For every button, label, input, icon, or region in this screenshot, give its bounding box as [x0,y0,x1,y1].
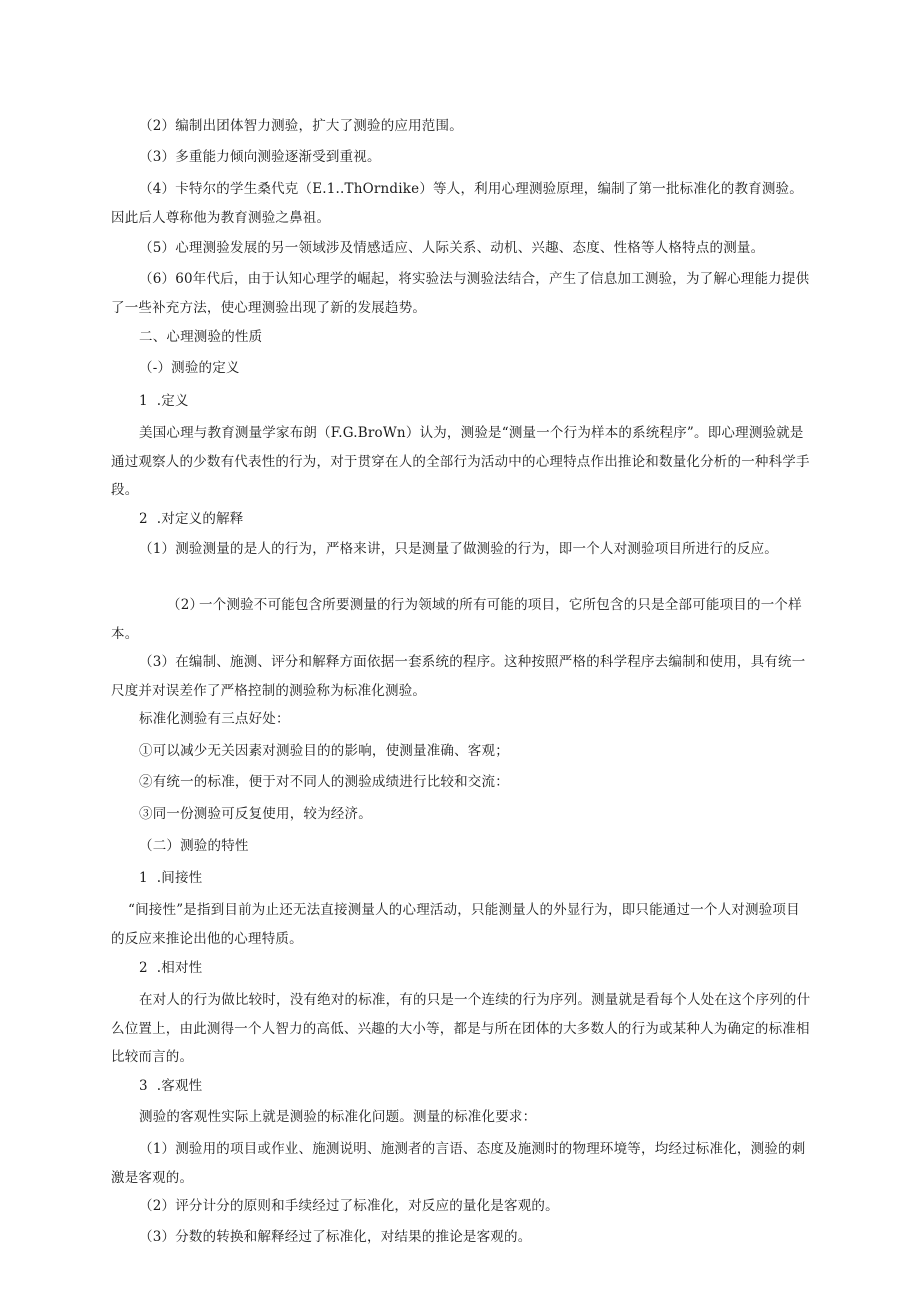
item-heading-definition: 1 .定义 [139,393,189,409]
paragraph-objective-2: （2）评分计分的原则和手续经过了标准化，对反应的量化是客观的。 [139,1198,559,1214]
paragraph-objective-intro: 测验的客观性实际上就是测验的标准化问题。测量的标准化要求： [139,1109,537,1125]
item-heading-indirect: 1 .间接性 [139,870,203,886]
paragraph-brown-definition: 美国心理与教育测量学家布朗（F.G.BroWn）认为，测验是“测量一个行为样本的系统程序”。即心理测验就是通过观察人的少数有代表性的行为，对于贯穿在人的全部行为活动中的心理特点作出推论和数量化分析的一种科学手段。 [111,425,810,498]
paragraph-multi-aptitude: （3）多重能力倾向测验逐渐受到重视。 [139,149,381,165]
paragraph-group-test: （2）编制出团体智力测验，扩大了测验的应用范围。 [139,118,463,134]
paragraph-cognitive: （6）60年代后，由于认知心理学的崛起，将实验法与测验法结合，产生了信息加工测验，为了解心理能力提供了一些补充方法，使心理测验出现了新的发展趋势。 [111,271,810,316]
benefit-item-1: ①可以减少无关因素对测验目的的影响，使测量准确、客观； [139,743,509,759]
subsection-heading-characteristics: （二）测验的特性 [139,838,249,854]
paragraph-objective-3: （3）分数的转换和解释经过了标准化，对结果的推论是客观的。 [139,1229,532,1245]
benefit-item-2: ②有统一的标准，便于对不同人的测验成绩进行比较和交流： [139,774,509,790]
paragraph-indirect: “间接性”是指到目前为止还无法直接测量人的心理活动，只能测量人的外显行为，即只能通过一个人对测验项目的反应来推论出他的心理特质。 [111,902,800,947]
paragraph-explanation-1: （1）测验测量的是人的行为，严格来讲，只是测量了做测验的行为，即一个人对测验项目所进行的反应。 [139,541,778,557]
item-heading-explanation: 2 .对定义的解释 [139,511,244,527]
section-heading-nature: 二、心理测验的性质 [139,329,263,345]
paragraph-standardized-benefits: 标准化测验有三点好处： [139,711,290,727]
paragraph-explanation-3: （3）在编制、施测、评分和解释方面依据一套系统的程序。这种按照严格的科学程序去编制和使用，具有统一尺度并对误差作了严格控制的测验称为标准化测验。 [111,654,806,699]
benefit-item-3: ③同一份测验可反复使用，较为经济。 [139,806,372,822]
paragraph-personality: （5）心理测验发展的另一领域涉及情感适应、人际关系、动机、兴趣、态度、性格等人格特点的测量。 [139,240,765,256]
subsection-heading-definition: （-）测验的定义 [139,360,240,376]
item-heading-relative: 2 .相对性 [139,960,203,976]
paragraph-objective-1: （1）测验用的项目或作业、施测说明、施测者的言语、态度及施测时的物理环境等，均经过标准化，测验的刺激是客观的。 [111,1141,806,1186]
paragraph-explanation-2 [111,591,811,648]
paragraph-thorndike: （4）卡特尔的学生桑代克（E.1..ThOrndike）等人，利用心理测验原理，编制了第一批标准化的教育测验。因此后人尊称他为教育测验之鼻祖。 [111,181,803,226]
explanation-2-text: 一个测验不可能包含所要测量的行为领域的所有可能的项目，它所包含的只是全部可能项目的一个样本。 [111,597,802,642]
paragraph-relative: 在对人的行为做比较时，没有绝对的标准，有的只是一个连续的行为序列。测量就是看每个人处在这个序列的什么位置上，由此测得一个人智力的高低、兴趣的大小等，都是与所在团体的大多数人的行为或某种人为确定的标准相比较而言的。 [111,992,811,1065]
explanation-2-label: （2） [167,597,204,613]
item-heading-objective: 3 .客观性 [139,1078,203,1094]
